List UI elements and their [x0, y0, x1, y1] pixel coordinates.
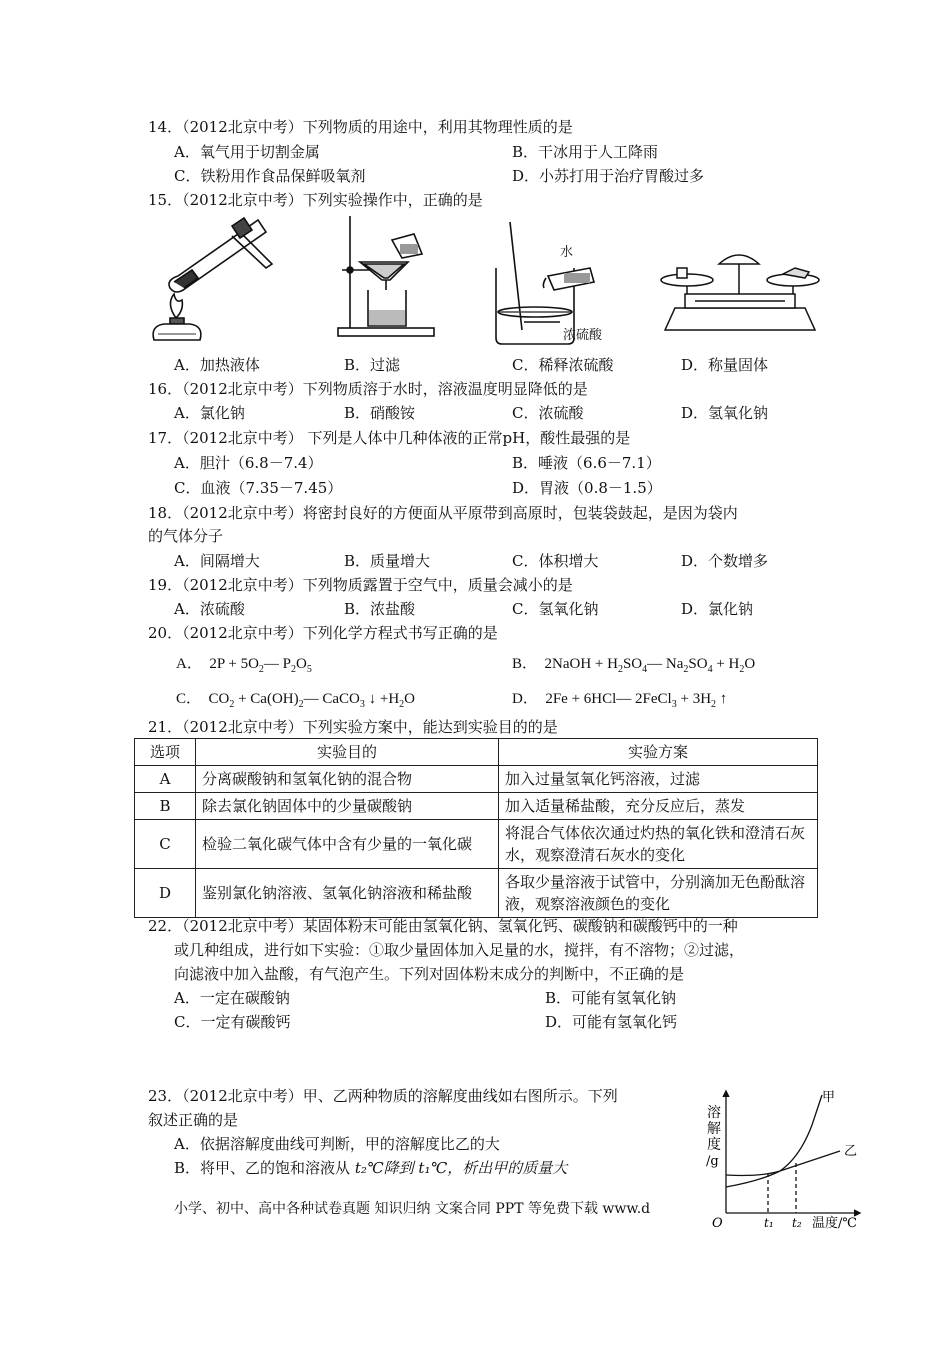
- q22-option-a: A．一定在碳酸钠: [174, 989, 290, 1007]
- y-label-2: 解: [707, 1121, 721, 1137]
- q22-stem-line2: 或几种组成，进行如下实验：①取少量固体加入足量的水，搅拌，有不溶物；②过滤，: [174, 941, 745, 959]
- t1-label: t₁: [764, 1216, 774, 1230]
- q19-option-b: B．浓盐酸: [344, 600, 416, 618]
- q16-option-d: D．氢氧化钠: [681, 404, 769, 422]
- q16-stem: 16．（2012北京中考）下列物质溶于水时，溶液温度明显降低的是: [148, 380, 588, 398]
- experiment-table: [134, 738, 818, 918]
- header-purpose: 实验目的: [196, 739, 499, 766]
- series-a-label: 甲: [822, 1090, 836, 1105]
- row-option: A: [135, 766, 196, 793]
- q15-option-c: C．稀释浓硫酸: [512, 356, 614, 374]
- q20-option-a: A． $2P + 5O_2—$ $P_2O_5$: [176, 656, 312, 675]
- row-plan: 将混合气体依次通过灼热的氧化铁和澄清石灰水，观察澄清石灰水的变化: [499, 820, 818, 869]
- row-option: C: [135, 820, 196, 869]
- q18-option-c: C．体积增大: [512, 552, 599, 570]
- water-label: 水: [560, 245, 574, 260]
- q16-option-a: A．氯化钠: [174, 404, 245, 422]
- q23-option-b: B．将甲、乙的饱和溶液从 t₂℃降到 t₁℃，析出甲的质量大: [174, 1159, 568, 1177]
- q18-stem-cont: 的气体分子: [148, 527, 224, 545]
- q20-option-d: D． 2Fe + 6HCl— 2FeCl$_3$ + $3H_2$ ↑: [512, 691, 728, 710]
- q22-option-c: C．一定有碳酸钙: [174, 1013, 291, 1031]
- t2-label: t₂: [792, 1216, 802, 1230]
- row-purpose: 鉴别氯化钠溶液、氢氧化钠溶液和稀盐酸: [196, 869, 499, 918]
- x-axis-label: 温度/℃: [812, 1216, 857, 1231]
- row-plan: 加入适量稀盐酸，充分反应后，蒸发: [499, 793, 818, 820]
- table-row: [135, 820, 818, 869]
- q18-option-a: A．间隔增大: [174, 552, 260, 570]
- origin-label: O: [712, 1216, 723, 1231]
- q15-option-d: D．称量固体: [681, 356, 769, 374]
- header-plan: 实验方案: [499, 739, 818, 766]
- row-plan: 各取少量溶液于试管中，分别滴加无色酚酞溶液，观察溶液颜色的变化: [499, 869, 818, 918]
- table-row: [135, 793, 818, 820]
- row-plan: 加入过量氢氧化钙溶液，过滤: [499, 766, 818, 793]
- q18-option-b: B．质量增大: [344, 552, 431, 570]
- q19-option-d: D．氯化钠: [681, 600, 754, 618]
- q23-stem-line2: 叙述正确的是: [148, 1111, 239, 1129]
- q20-stem: 20．（2012北京中考）下列化学方程式书写正确的是: [148, 624, 498, 642]
- q23-stem-line1: 23．（2012北京中考）甲、乙两种物质的溶解度曲线如右图所示。下列: [148, 1087, 618, 1105]
- row-purpose: 检验二氧化碳气体中含有少量的一氧化碳: [196, 820, 499, 869]
- q14-stem: 14．（2012北京中考）下列物质的用途中，利用其物理性质的是: [148, 118, 573, 136]
- q20-option-b: B． 2NaOH + $H_2SO_4—$ $Na_2SO_4 + H_2O$: [512, 656, 756, 675]
- solubility-chart: [700, 1085, 870, 1235]
- q19-option-a: A．浓硫酸: [174, 600, 245, 618]
- q15-option-a: A．加热液体: [174, 356, 260, 374]
- balance-figure: [655, 244, 825, 334]
- q19-stem: 19．（2012北京中考）下列物质露置于空气中，质量会减小的是: [148, 576, 573, 594]
- heating-liquid-figure: [140, 208, 290, 348]
- footer-text: 小学、初中、高中各种试卷真题 知识归纳 文案合同 PPT 等免费下载 www.d: [174, 1201, 651, 1217]
- series-b-label: 乙: [844, 1144, 858, 1159]
- q17-stem: 17．（2012北京中考） 下列是人体中几种体液的正常pH，酸性最强的是: [148, 429, 631, 447]
- q17-option-c: C．血液（7.35－7.45）: [174, 479, 343, 497]
- row-option: B: [135, 793, 196, 820]
- q17-option-b: B．唾液（6.6－7.1）: [512, 454, 661, 472]
- q16-option-c: C．浓硫酸: [512, 404, 584, 422]
- row-purpose: 分离碳酸钠和氢氧化钠的混合物: [196, 766, 499, 793]
- y-label-3: 度: [707, 1137, 721, 1153]
- header-option: 选项: [135, 739, 196, 766]
- row-option: D: [135, 869, 196, 918]
- q23-option-a: A．依据溶解度曲线可判断，甲的溶解度比乙的大: [174, 1135, 500, 1153]
- q14-option-b: B．干冰用于人工降雨: [512, 143, 659, 161]
- q19-option-c: C．氢氧化钠: [512, 600, 599, 618]
- q22-option-b: B．可能有氢氧化钠: [545, 989, 677, 1007]
- q14-option-d: D．小苏打用于治疗胃酸过多: [512, 167, 705, 185]
- y-label-1: 溶: [707, 1105, 721, 1121]
- dilution-figure: [488, 218, 598, 346]
- filtration-figure: [330, 210, 445, 340]
- q14-option-c: C．铁粉用作食品保鲜吸氧剂: [174, 167, 366, 185]
- q15-stem: 15．（2012北京中考）下列实验操作中，正确的是: [148, 191, 483, 209]
- q21-stem: 21．（2012北京中考）下列实验方案中，能达到实验目的的是: [148, 718, 558, 736]
- q22-stem-line1: 22．（2012北京中考）某固体粉末可能由氢氧化钠、氢氧化钙、碳酸钠和碳酸钙中的一种: [148, 917, 738, 935]
- table-row: [135, 869, 818, 918]
- q18-option-d: D．个数增多: [681, 552, 769, 570]
- q14-option-a: A．氧气用于切割金属: [174, 143, 320, 161]
- q22-option-d: D．可能有氢氧化钙: [545, 1013, 678, 1031]
- q20-option-c: C． $CO_2$ + $Ca(OH)_2—$ CaCO$_3$ ↓ $+H_2O$: [176, 691, 416, 710]
- y-label-4: /g: [706, 1154, 719, 1169]
- conc-acid-label: 浓硫酸: [563, 328, 603, 343]
- table-row: [135, 766, 818, 793]
- q17-option-d: D．胃液（0.8－1.5）: [512, 479, 662, 497]
- q22-stem-line3: 向滤液中加入盐酸，有气泡产生。下列对固体粉末成分的判断中，不正确的是: [174, 965, 685, 983]
- q18-stem: 18．（2012北京中考）将密封良好的方便面从平原带到高原时，包装袋鼓起，是因为袋内: [148, 504, 738, 522]
- q16-option-b: B．硝酸铵: [344, 404, 416, 422]
- row-purpose: 除去氯化钠固体中的少量碳酸钠: [196, 793, 499, 820]
- q15-option-b: B．过滤: [344, 356, 401, 374]
- table-header-row: [135, 739, 818, 766]
- q17-option-a: A．胆汁（6.8－7.4）: [174, 454, 323, 472]
